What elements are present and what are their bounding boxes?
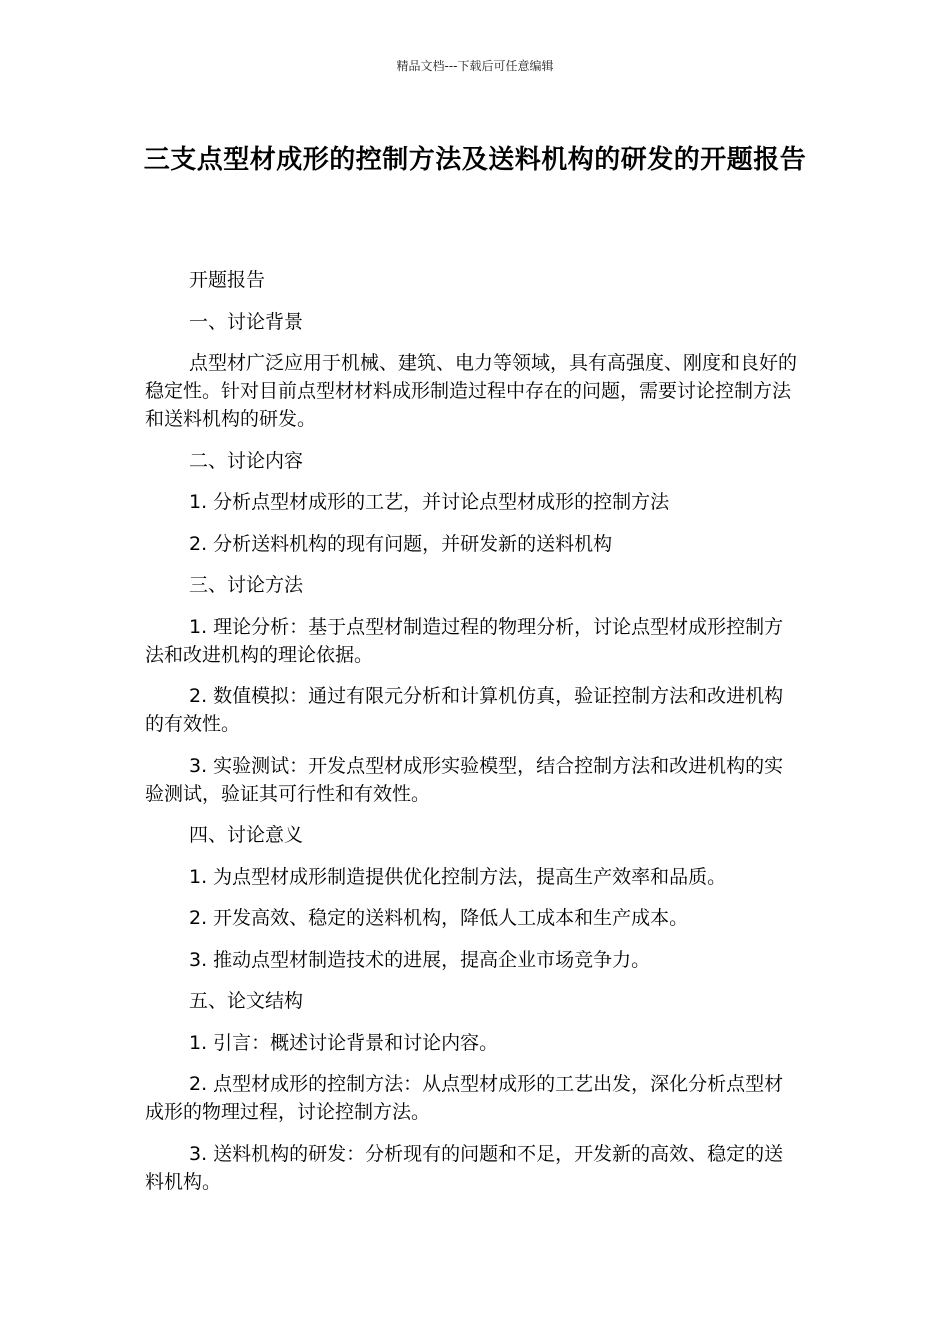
list-item: 3. 实验测试：开发点型材成形实验模型，结合控制方法和改进机构的实验测试，验证其可行性和有效性。	[145, 754, 784, 805]
list-item: 2. 开发高效、稳定的送料机构，降低人工成本和生产成本。	[189, 907, 689, 929]
list-item: 1. 为点型材成形制造提供优化控制方法，提高生产效率和品质。	[189, 865, 727, 888]
list-item: 1. 引言：概述讨论背景和讨论内容。	[189, 1031, 499, 1054]
document-title: 三支点型材成形的控制方法及送料机构的研发的开题报告	[143, 145, 807, 175]
list-item: 1. 分析点型材成形的工艺，并讨论点型材成形的控制方法	[189, 491, 670, 513]
document-body	[145, 266, 800, 1209]
list-item: 1. 理论分析：基于点型材制造过程的物理分析，讨论点型材成形控制方法和改进机构的理论依据。	[145, 615, 784, 666]
list-item: 3. 送料机构的研发：分析现有的问题和不足，开发新的高效、稳定的送料机构。	[145, 1142, 784, 1193]
header-note: 精品文档---下载后可任意编辑	[396, 59, 554, 73]
paragraph: 点型材广泛应用于机械、建筑、电力等领域，具有高强度、刚度和良好的稳定性。针对目前点型材材料成形制造过程中存在的问题，需要讨论控制方法和送料机构的研发。	[145, 352, 798, 430]
section-heading-method: 三、讨论方法	[189, 574, 304, 596]
section-heading-background: 一、讨论背景	[189, 310, 304, 333]
section-heading-significance: 四、讨论意义	[189, 824, 304, 846]
list-item: 2. 点型材成形的控制方法：从点型材成形的工艺出发，深化分析点型材成形的物理过程，讨论控制方法。	[145, 1073, 784, 1123]
list-item: 3. 推动点型材制造技术的进展，提高企业市场竞争力。	[189, 948, 651, 971]
list-item: 2. 数值模拟：通过有限元分析和计算机仿真，验证控制方法和改进机构的有效性。	[145, 685, 784, 735]
section-heading-content: 二、讨论内容	[189, 449, 304, 472]
list-item: 2. 分析送料机构的现有问题，并研发新的送料机构	[189, 532, 613, 555]
section-heading-structure: 五、论文结构	[189, 990, 304, 1012]
paragraph-heading: 开题报告	[189, 269, 266, 291]
